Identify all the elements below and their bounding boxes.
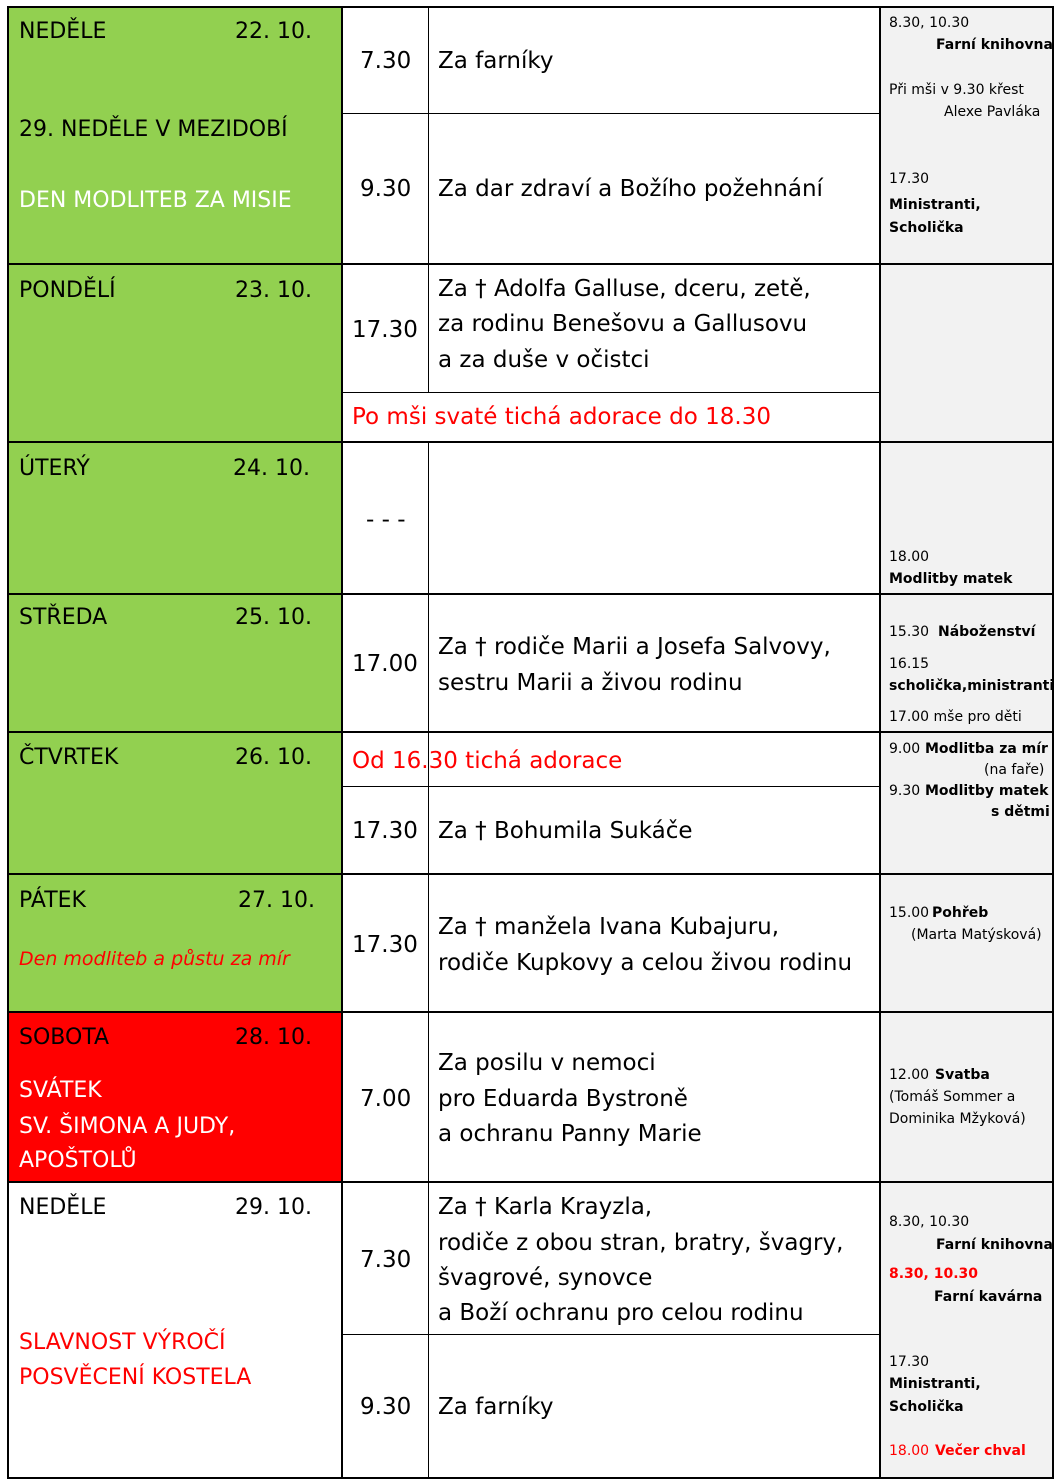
- mass-intention: rodiče Kupkovy a celou živou rodinu: [438, 950, 853, 976]
- event-time: 9.30: [889, 783, 921, 799]
- event-text: Alexe Pavláka: [944, 104, 1041, 120]
- event-label: Ministranti,: [889, 1376, 981, 1392]
- event-text: (Tomáš Sommer a: [889, 1089, 1016, 1105]
- grid-line: [8, 6, 1054, 8]
- day-date: 29. 10.: [235, 1195, 312, 1220]
- event-label: Modlitby matek: [925, 783, 1049, 799]
- mass-time: 9.30: [360, 176, 412, 202]
- event-label: Pohřeb: [932, 905, 989, 921]
- grid-line: [428, 441, 429, 787]
- grid-line: [8, 1477, 1054, 1479]
- mass-intention: pro Eduarda Bystroně: [438, 1086, 688, 1112]
- grid-line: [8, 263, 1054, 265]
- mass-intention: Za dar zdraví a Božího požehnání: [438, 176, 823, 202]
- event-label: Scholička: [889, 1399, 964, 1415]
- day-note: SVÁTEK: [19, 1078, 102, 1103]
- mass-intention: sestru Marii a živou rodinu: [438, 670, 743, 696]
- grid-line: [8, 593, 1054, 595]
- mass-intention: a ochranu Panny Marie: [438, 1121, 702, 1147]
- mass-time: 17.30: [352, 932, 418, 958]
- mass-time: 17.30: [352, 818, 418, 844]
- day-date: 22. 10.: [235, 19, 312, 44]
- event-label: Farní knihovna: [936, 1237, 1053, 1253]
- day-note: 29. NEDĚLE V MEZIDOBÍ: [19, 117, 288, 142]
- day-date: 23. 10.: [235, 278, 312, 303]
- day-name: PONDĚLÍ: [19, 278, 116, 303]
- day-date: 25. 10.: [235, 605, 312, 630]
- mass-time: 7.00: [360, 1086, 412, 1112]
- event-label: Náboženství: [938, 624, 1036, 640]
- event-text: Při mši v 9.30 křest: [889, 82, 1024, 98]
- grid-line: [8, 873, 1054, 875]
- mass-intention: Za † Bohumila Sukáče: [438, 818, 693, 844]
- day-date: 28. 10.: [235, 1025, 312, 1050]
- event-label: Modlitby matek: [889, 571, 1013, 587]
- day-note: DEN MODLITEB ZA MISIE: [19, 188, 292, 213]
- day-name: NEDĚLE: [19, 1195, 107, 1220]
- mass-intention: švagrové, synovce: [438, 1265, 653, 1291]
- day-name: STŘEDA: [19, 605, 108, 630]
- event-time: 18.00: [889, 549, 930, 565]
- grid-line: [8, 731, 1054, 733]
- grid-line: [342, 113, 880, 114]
- events-cell-monday: [880, 265, 1052, 441]
- mass-time: 7.30: [360, 1247, 412, 1273]
- day-date: 27. 10.: [238, 888, 315, 913]
- grid-line: [8, 1181, 1054, 1183]
- mass-intention: Za farníky: [438, 1394, 554, 1420]
- event-text: (na faře): [984, 762, 1045, 778]
- day-name: NEDĚLE: [19, 19, 107, 44]
- day-note: SV. ŠIMONA A JUDY,: [19, 1114, 236, 1139]
- mass-intention: Za posilu v nemoci: [438, 1050, 656, 1076]
- event-time: 15.00: [889, 905, 930, 921]
- grid-line: [8, 441, 1054, 443]
- event-time: 17.30: [889, 1354, 930, 1370]
- event-label: Svatba: [935, 1067, 990, 1083]
- day-date: 26. 10.: [235, 745, 312, 770]
- event-label: Ministranti,: [889, 197, 981, 213]
- mass-intention: Za † Karla Krayzla,: [438, 1194, 653, 1220]
- event-label: Večer chval: [935, 1443, 1026, 1459]
- mass-time: 17.00: [352, 651, 418, 677]
- grid-line: [342, 1334, 880, 1335]
- grid-line: [879, 6, 881, 1479]
- mass-intention: a za duše v očistci: [438, 347, 650, 373]
- event-text: (Marta Matýsková): [911, 927, 1042, 943]
- event-label: Farní knihovna: [936, 37, 1053, 53]
- event-time: 8.30, 10.30: [889, 15, 970, 31]
- event-text: Dominika Mžyková): [889, 1111, 1026, 1127]
- event-time: 8.30, 10.30: [889, 1214, 970, 1230]
- event-label: Scholička: [889, 220, 964, 236]
- event-time: 9.00: [889, 741, 921, 757]
- mass-time: 7.30: [360, 48, 412, 74]
- mass-time: 17.30: [352, 317, 418, 343]
- grid-line: [341, 6, 343, 1479]
- event-time: 15.30: [889, 624, 930, 640]
- grid-line: [8, 1011, 1054, 1013]
- event-time: 8.30, 10.30: [889, 1266, 979, 1282]
- mass-intention: Za † rodiče Marii a Josefa Salvovy,: [438, 634, 831, 660]
- day-name: ÚTERÝ: [19, 456, 90, 481]
- day-name: ČTVRTEK: [19, 745, 119, 770]
- event-label: scholička,ministranti: [889, 678, 1055, 694]
- mass-intention: za rodinu Benešovu a Gallusovu: [438, 311, 808, 337]
- grid-line: [7, 6, 9, 1479]
- adoration-note: Po mši svaté tichá adorace do 18.30: [352, 404, 771, 430]
- event-label: s dětmi: [991, 804, 1050, 820]
- day-name: SOBOTA: [19, 1025, 110, 1050]
- grid-line: [342, 392, 880, 393]
- mass-intention: Za † Adolfa Galluse, dceru, zetě,: [438, 276, 811, 302]
- mass-intention: Za farníky: [438, 48, 554, 74]
- mass-intention: rodiče z obou stran, bratry, švagry,: [438, 1230, 844, 1256]
- event-label: Farní kavárna: [934, 1289, 1043, 1305]
- day-name: PÁTEK: [19, 888, 86, 913]
- grid-line: [342, 786, 880, 787]
- event-time: 16.15: [889, 656, 930, 672]
- grid-line: [1052, 6, 1054, 1479]
- event-time: 18.00: [889, 1443, 930, 1459]
- day-date: 24. 10.: [233, 456, 310, 481]
- event-time: 17.30: [889, 171, 930, 187]
- grid-line: [428, 6, 429, 393]
- mass-intention: Za † manžela Ivana Kubajuru,: [438, 914, 780, 940]
- event-text: 17.00 mše pro děti: [889, 709, 1022, 725]
- mass-time: 9.30: [360, 1394, 412, 1420]
- adoration-note: Od 16.30 tichá adorace: [352, 748, 623, 774]
- day-note: POSVĚCENÍ KOSTELA: [19, 1365, 252, 1390]
- day-note: Den modliteb a půstu za mír: [19, 948, 290, 970]
- mass-time: - - -: [366, 507, 406, 533]
- mass-intention: a Boží ochranu pro celou rodinu: [438, 1300, 804, 1326]
- day-note: SLAVNOST VÝROČÍ: [19, 1330, 226, 1355]
- day-note: APOŠTOLŮ: [19, 1148, 137, 1173]
- event-time: 12.00: [889, 1067, 930, 1083]
- event-label: Modlitba za mír: [925, 741, 1048, 757]
- grid-line: [428, 786, 429, 1479]
